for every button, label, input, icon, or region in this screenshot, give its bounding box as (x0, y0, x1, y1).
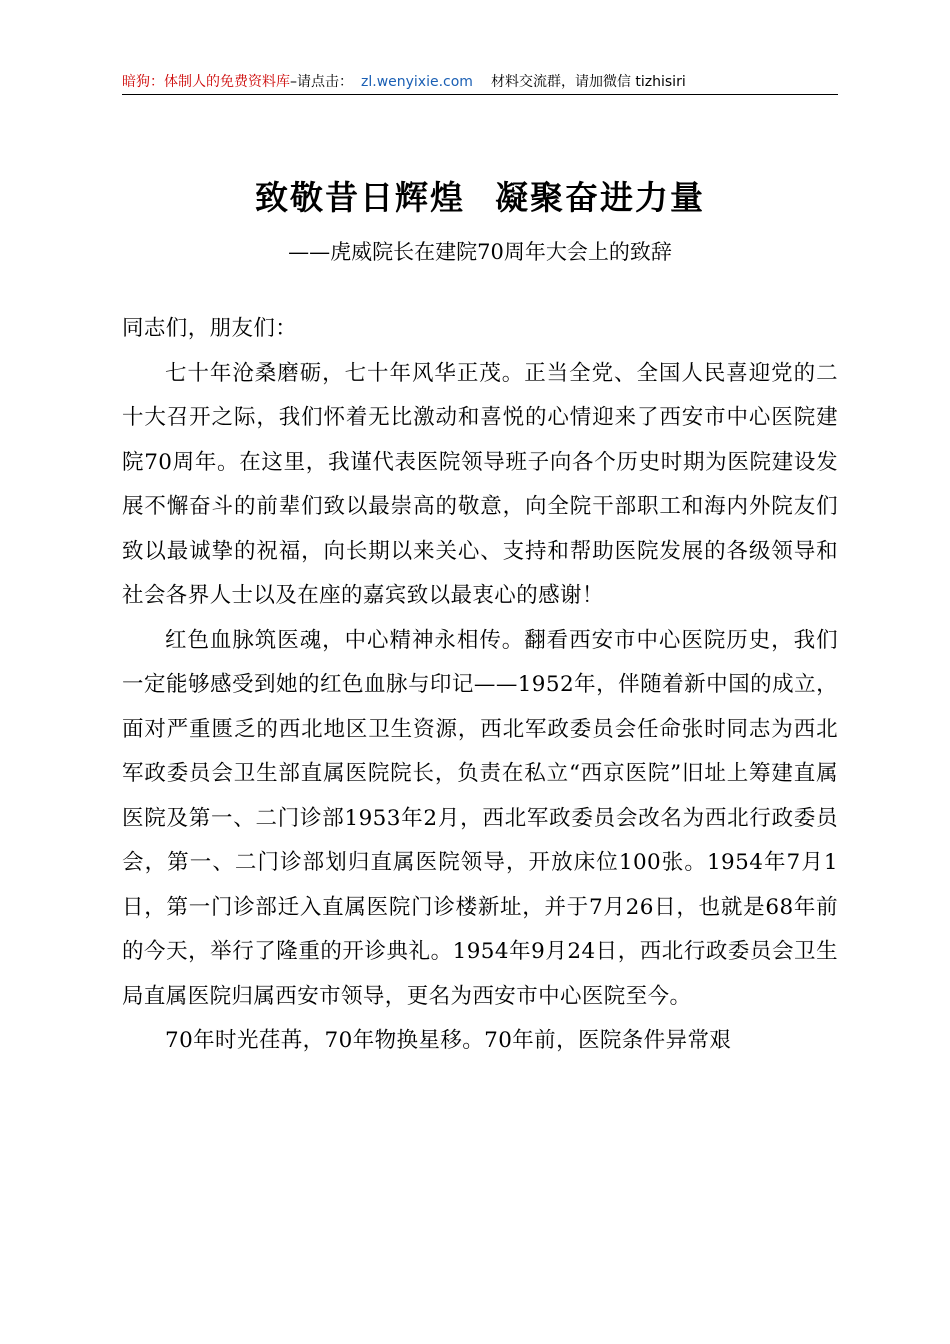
header-url-link[interactable]: zl.wenyixie.com (361, 74, 473, 90)
title-part-1: 致敬昔日辉煌 (255, 178, 465, 217)
page-header (122, 70, 838, 94)
document-body (122, 307, 838, 1064)
document-subtitle: ——虎威院长在建院70周年大会上的致辞 (288, 240, 672, 264)
document-title (122, 172, 838, 224)
header-note-text: 材料交流群，请加微信 tizhisiri (490, 74, 686, 90)
body-paragraph-3: 70年时光荏苒，70年物换星移。70年前，医院条件异常艰 (165, 1028, 732, 1053)
title-part-2: 凝聚奋进力量 (495, 178, 705, 217)
greeting-line: 同志们，朋友们： (122, 316, 298, 341)
header-divider (122, 94, 838, 95)
header-prompt-text: –请点击： (290, 74, 353, 90)
body-paragraph-1: 七十年沧桑磨砺，七十年风华正茂。正当全党、全国人民喜迎党的二十大召开之际，我们怀着无比激动和喜悦的心情迎来了西安市中心医院建院70周年。在这里，我谨代表医院领导班子向各个历史时期为医院建设发展不懈奋斗的前辈们致以最崇高的敬意，向全院干部职工和海内外院友们致以最诚挚的祝福，向长期以来关心、支持和帮助医院发展的各级领导和社会各界人士以及在座的嘉宾致以最衷心的感谢！ (122, 360, 838, 608)
header-brand-text: 暗狗：体制人的免费资料库 (122, 74, 290, 90)
body-paragraph-2: 红色血脉筑医魂，中心精神永相传。翻看西安市中心医院历史，我们一定能够感受到她的红色血脉与印记——1952年，伴随着新中国的成立，面对严重匮乏的西北地区卫生资源，西北军政委员会任命张时同志为西北军政委员会卫生部直属医院院长，负责在私立“西京医院”旧址上筹建直属医院及第一、二门诊部1953年2月，西北军政委员会改名为西北行政委员会，第一、二门诊部划归直属医院领导，开放床位100张。1954年7月1日，第一门诊部迁入直属医院门诊楼新址，并于7月26日，也就是68年前的今天，举行了隆重的开诊典礼。1954年9月24日，西北行政委员会卫生局直属医院归属西安市领导，更名为西安市中心医院至今。 (122, 627, 838, 1009)
